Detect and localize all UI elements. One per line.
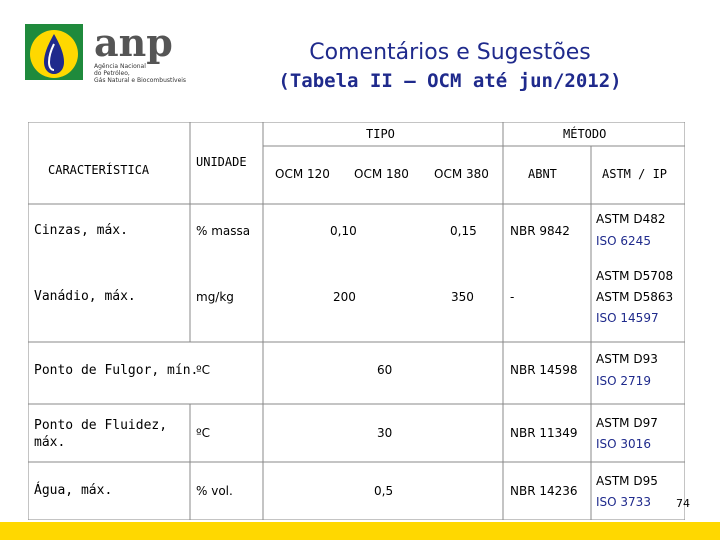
anp-logo [22, 18, 202, 88]
row-fulgor-value: 60 [377, 363, 393, 377]
row-fluidez-astm-1: ASTM D97 [596, 416, 658, 430]
row-cinzas-value-120-180: 0,10 [330, 224, 357, 238]
footer-bar [0, 522, 720, 540]
row-vanadio-abnt: - [510, 290, 515, 304]
row-fluidez-astm-2: ISO 3016 [596, 437, 651, 451]
logo-line-2: do Petróleo, [94, 70, 130, 77]
row-cinzas-value-380: 0,15 [450, 224, 477, 238]
page-subtitle: (Tabela II – OCM até jun/2012) [278, 70, 622, 92]
header-ocm-380: OCM 380 [434, 167, 489, 181]
page-title: Comentários e Sugestões [309, 40, 591, 65]
page-number: 74 [676, 497, 690, 510]
header-tipo: TIPO [366, 127, 395, 141]
header-astm: ASTM / IP [602, 167, 668, 181]
logo-wordmark: anp [94, 20, 173, 65]
row-vanadio-astm-2: ASTM D5863 [596, 290, 674, 304]
header-metodo: MÉTODO [563, 127, 607, 141]
row-fulgor-astm-1: ASTM D93 [596, 352, 658, 366]
row-fluidez-abnt: NBR 11349 [510, 426, 578, 440]
row-agua-astm-1: ASTM D95 [596, 474, 658, 488]
row-fulgor-astm-2: ISO 2719 [596, 374, 651, 388]
header-ocm-120: OCM 120 [275, 167, 330, 181]
row-agua-value: 0,5 [374, 484, 394, 498]
row-vanadio-value-120-180: 200 [333, 290, 356, 304]
row-fluidez-name-line-1: Ponto de Fluidez, [34, 418, 168, 433]
row-fulgor-abnt: NBR 14598 [510, 363, 578, 377]
row-vanadio-astm-3: ISO 14597 [596, 311, 659, 325]
anp-logo-mark [22, 18, 202, 88]
row-fluidez-value: 30 [377, 426, 393, 440]
row-agua-abnt: NBR 14236 [510, 484, 578, 498]
row-fulgor-unit: ºC [196, 363, 211, 377]
row-agua-unit: % vol. [196, 484, 233, 498]
row-agua-astm-2: ISO 3733 [596, 495, 651, 509]
header-unidade: UNIDADE [196, 155, 247, 169]
row-vanadio-value-380: 350 [451, 290, 474, 304]
row-fluidez-name-line-2: máx. [34, 435, 66, 450]
row-vanadio-astm-1: ASTM D5708 [596, 269, 674, 283]
header-abnt: ABNT [528, 167, 557, 181]
row-fluidez-unit: ºC [196, 426, 211, 440]
row-cinzas-name: Cinzas, máx. [34, 223, 128, 238]
table-border [28, 122, 685, 520]
table-grid [28, 122, 685, 520]
logo-line-3: Gás Natural e Biocombustíveis [94, 77, 187, 84]
row-cinzas-astm-1: ASTM D482 [596, 212, 666, 226]
row-agua-name: Água, máx. [34, 483, 113, 498]
row-vanadio-unit: mg/kg [196, 290, 234, 304]
row-vanadio-name: Vanádio, máx. [34, 289, 136, 304]
header-caracteristica: CARACTERÍSTICA [48, 163, 150, 177]
header-ocm-180: OCM 180 [354, 167, 409, 181]
row-fulgor-name: Ponto de Fulgor, mín. [34, 363, 199, 378]
specification-table [28, 122, 685, 520]
logo-line-1: Agência Nacional [94, 63, 146, 70]
row-cinzas-astm-2: ISO 6245 [596, 234, 651, 248]
row-cinzas-unit: % massa [196, 224, 251, 238]
row-cinzas-abnt: NBR 9842 [510, 224, 570, 238]
